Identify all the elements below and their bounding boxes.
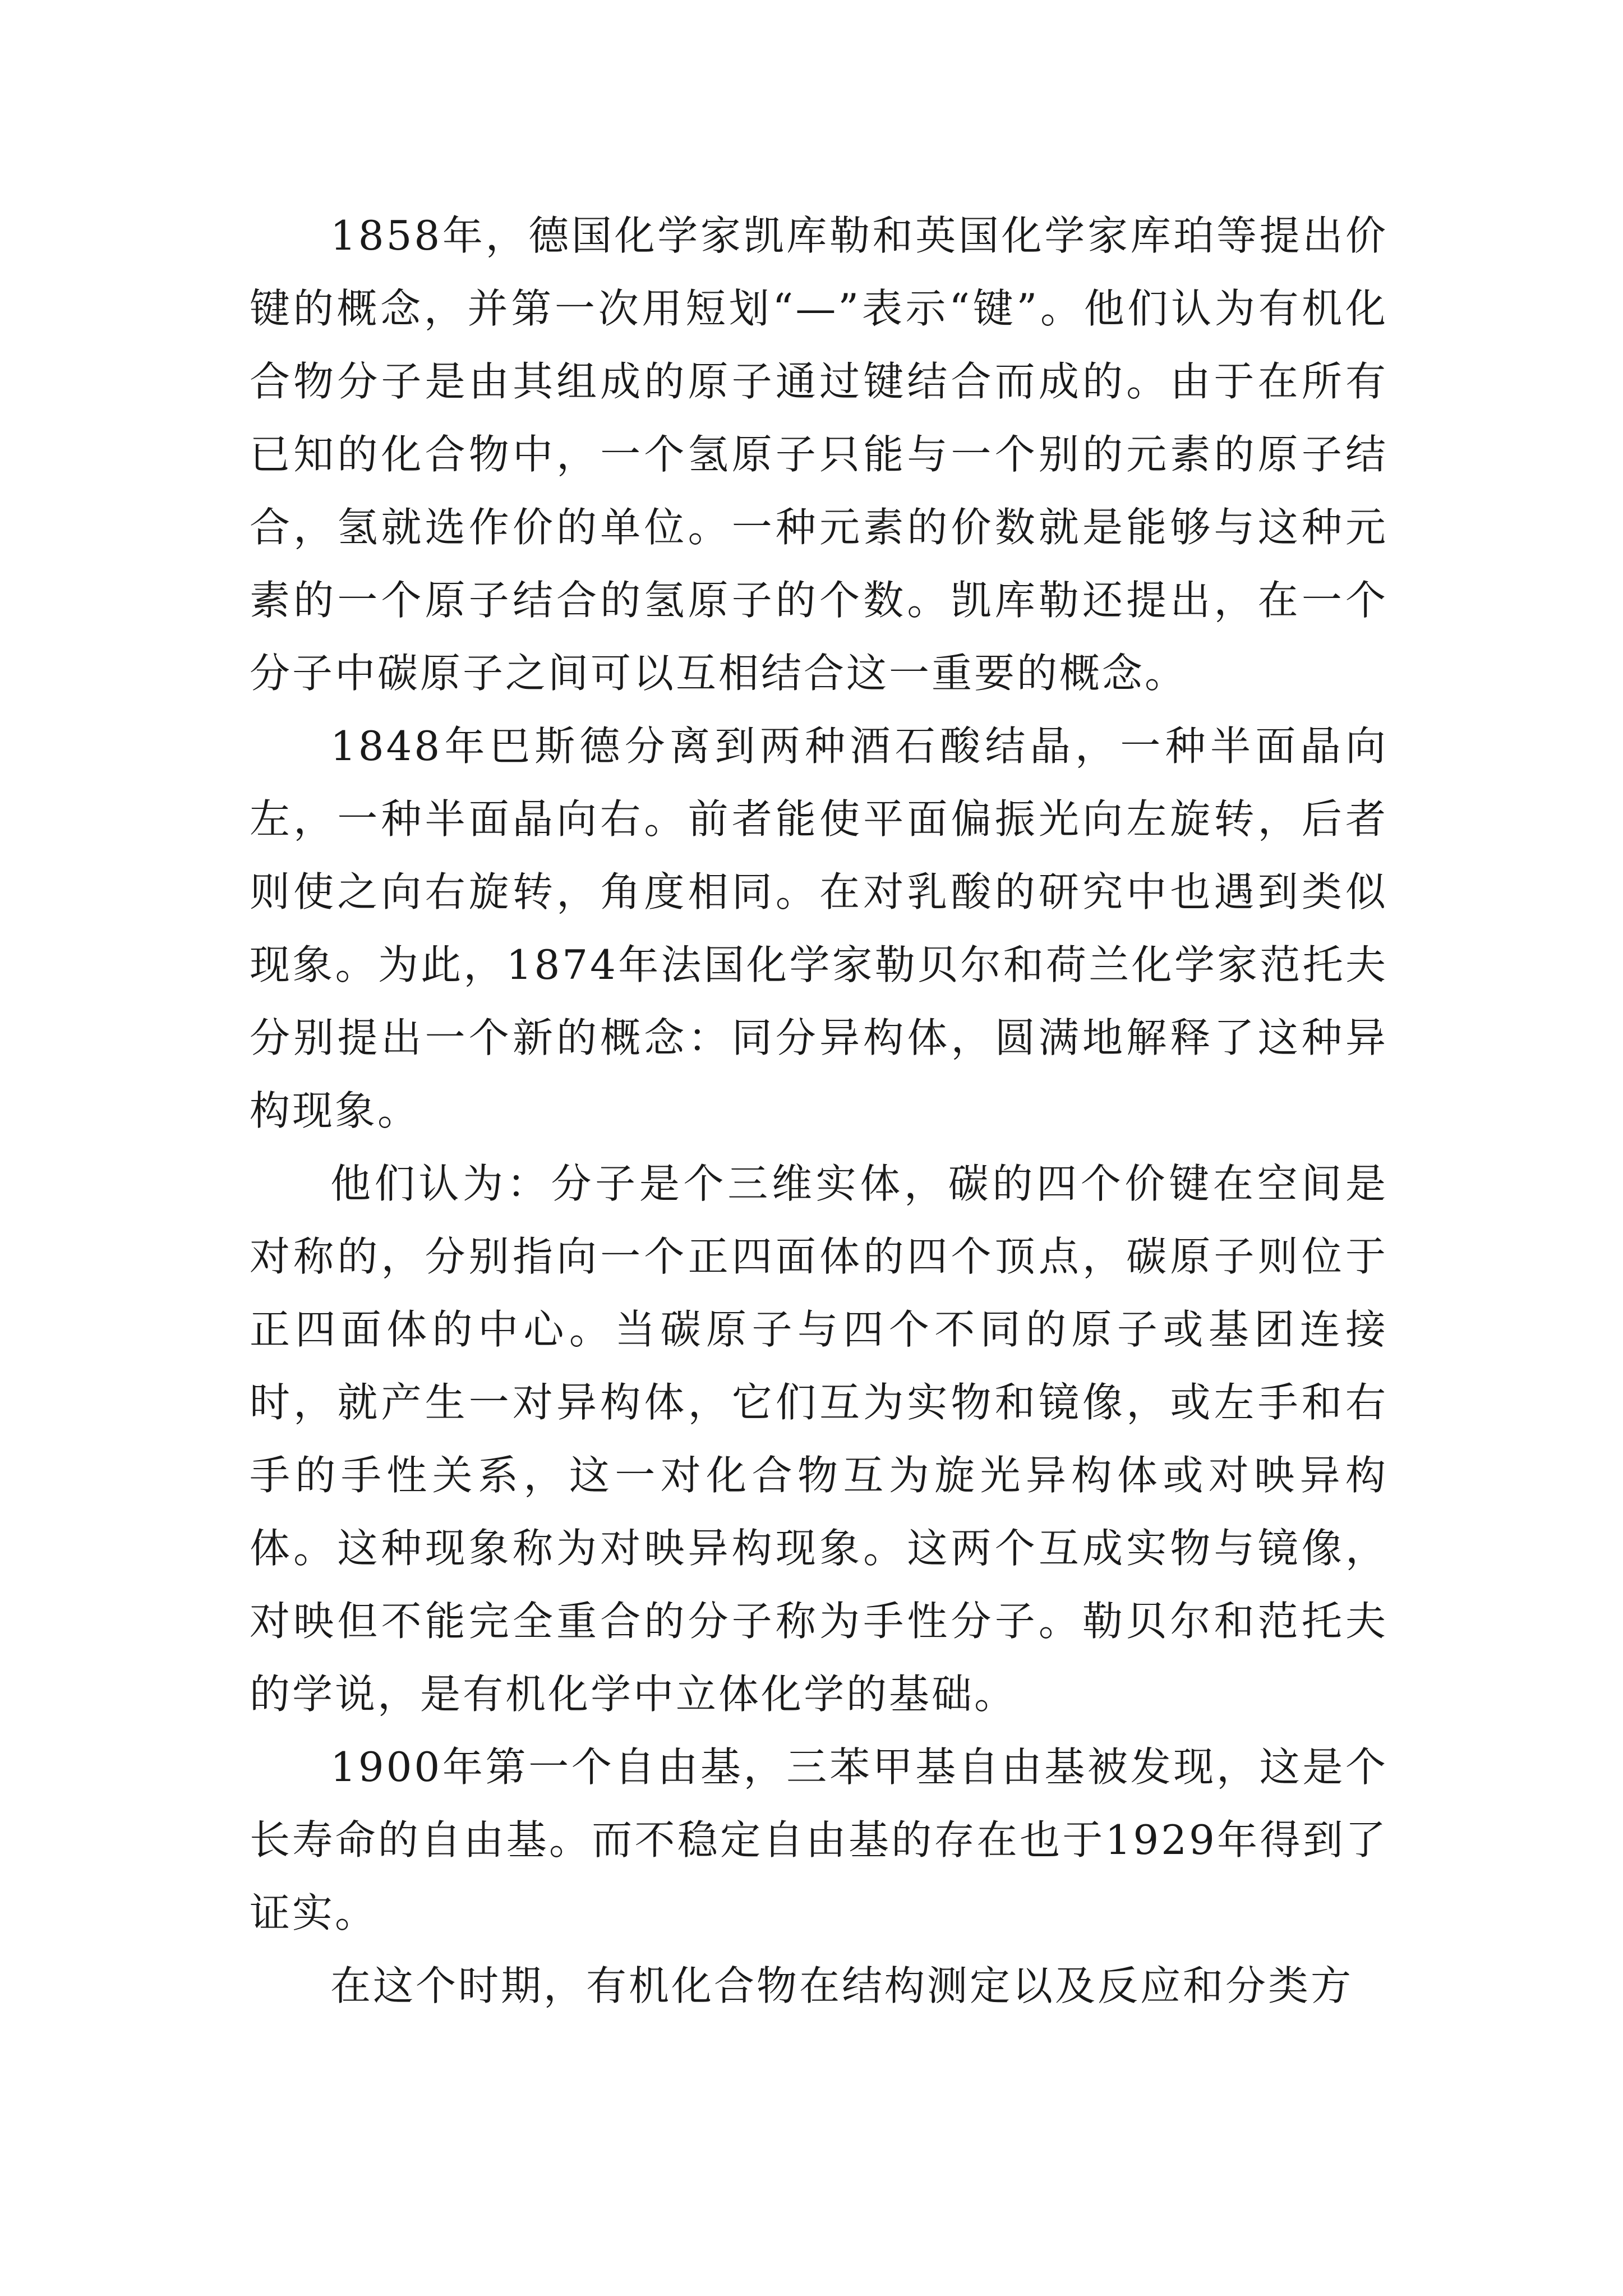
paragraph-valence-bond: 1858年，德国化学家凯库勒和英国化学家库珀等提出价键的概念，并第一次用短划“—”表示“键”。他们认为有机化合物分子是由其组成的原子通过键结合而成的。由于在所有已知的化合物中，一个氢原子只能与一个别的元素的原子结合，氢就选作价的单位。一种元素的价数就是能够与这种元素的一个原子结合的氢原子的个数。凯库勒还提出，在一个分子中碳原子之间可以互相结合这一重要的概念。 (250, 212, 1388, 697)
document-body (250, 199, 1388, 2022)
paragraph-tartaric-acid: 1848年巴斯德分离到两种酒石酸结晶，一种半面晶向左，一种半面晶向右。前者能使平面偏振光向左旋转，后者则使之向右旋转，角度相同。在对乳酸的研究中也遇到类似现象。为此，1874年法国化学家勒贝尔和荷兰化学家范托夫分别提出一个新的概念：同分异构体，圆满地解释了这种异构现象。 (250, 723, 1388, 1134)
paragraph-structure-determination: 在这个时期，有机化合物在结构测定以及反应和分类方 (330, 1962, 1354, 2009)
paragraph-free-radical: 1900年第一个自由基，三苯甲基自由基被发现，这是个长寿命的自由基。而不稳定自由基的存在也于1929年得到了证实。 (250, 1743, 1388, 1936)
paragraph-stereochemistry: 他们认为：分子是个三维实体，碳的四个价键在空间是对称的，分别指向一个正四面体的四个顶点，碳原子则位于正四面体的中心。当碳原子与四个不同的原子或基团连接时，就产生一对异构体，它们互为实物和镜像，或左手和右手的手性关系，这一对化合物互为旋光异构体或对映异构体。这种现象称为对映异构现象。这两个互成实物与镜像，对映但不能完全重合的分子称为手性分子。勒贝尔和范托夫的学说，是有机化学中立体化学的基础。 (250, 1160, 1388, 1718)
